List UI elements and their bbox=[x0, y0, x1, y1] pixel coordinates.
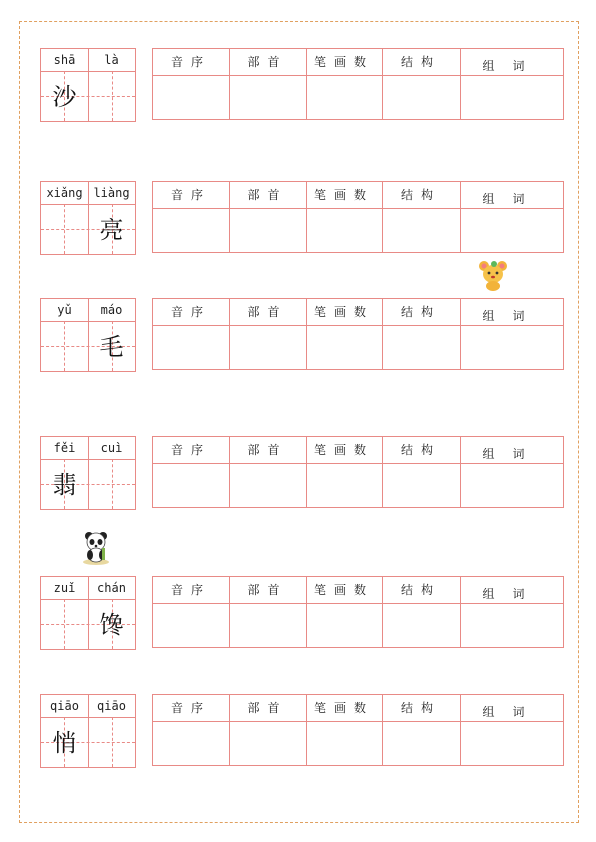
pinyin-label: liàng bbox=[93, 186, 130, 200]
answer-cell[interactable] bbox=[153, 326, 229, 369]
answer-cell[interactable] bbox=[306, 76, 382, 119]
answer-cell[interactable] bbox=[382, 604, 460, 647]
character-grid bbox=[40, 436, 136, 510]
table-header-0: 音序 bbox=[170, 55, 211, 69]
pinyin-label: zuǐ bbox=[53, 581, 76, 595]
table-header-4: 组词 bbox=[482, 447, 543, 461]
character-grid bbox=[40, 181, 136, 255]
hanzi-character: 翡 bbox=[52, 471, 77, 499]
hanzi-character: 毛 bbox=[99, 333, 124, 361]
character-row bbox=[40, 694, 564, 768]
answer-cell[interactable] bbox=[382, 722, 460, 765]
answer-cell[interactable] bbox=[306, 604, 382, 647]
answer-cell[interactable] bbox=[153, 76, 229, 119]
answer-cell[interactable] bbox=[229, 326, 306, 369]
bear-sticker-icon bbox=[476, 258, 510, 292]
table-header-1: 部首 bbox=[247, 583, 288, 597]
answer-cell[interactable] bbox=[382, 464, 460, 507]
table-header-3: 结构 bbox=[400, 55, 441, 69]
hanzi-character: 沙 bbox=[52, 83, 77, 111]
character-row bbox=[40, 576, 564, 650]
table-header-4: 组词 bbox=[482, 309, 543, 323]
character-row bbox=[40, 181, 564, 255]
character-grid bbox=[40, 298, 136, 372]
pinyin-label: là bbox=[104, 53, 119, 67]
table-header-0: 音序 bbox=[170, 305, 211, 319]
table-header-2: 笔画数 bbox=[313, 188, 374, 202]
table-header-0: 音序 bbox=[170, 443, 211, 457]
character-row bbox=[40, 298, 564, 372]
answer-cell[interactable] bbox=[460, 209, 565, 252]
hanzi-character: 亮 bbox=[99, 216, 124, 244]
table-header-2: 笔画数 bbox=[313, 701, 374, 715]
character-row bbox=[40, 48, 564, 122]
table-header-3: 结构 bbox=[400, 443, 441, 457]
table-header-1: 部首 bbox=[247, 443, 288, 457]
pinyin-label: qiāo bbox=[97, 699, 126, 713]
pinyin-label: yǔ bbox=[57, 303, 72, 317]
answer-cell[interactable] bbox=[306, 209, 382, 252]
answer-cell[interactable] bbox=[153, 604, 229, 647]
pinyin-label: máo bbox=[100, 303, 123, 317]
answer-cell[interactable] bbox=[306, 464, 382, 507]
table-header-0: 音序 bbox=[170, 188, 211, 202]
answer-cell[interactable] bbox=[306, 326, 382, 369]
character-info-table bbox=[152, 298, 564, 370]
answer-cell[interactable] bbox=[382, 326, 460, 369]
table-header-0: 音序 bbox=[170, 701, 211, 715]
answer-cell[interactable] bbox=[229, 76, 306, 119]
character-info-table bbox=[152, 48, 564, 120]
panda-sticker-icon bbox=[80, 530, 112, 566]
table-header-2: 笔画数 bbox=[313, 583, 374, 597]
answer-cell[interactable] bbox=[153, 722, 229, 765]
pinyin-label: xiǎng bbox=[46, 186, 83, 200]
hanzi-character: 悄 bbox=[52, 729, 77, 757]
answer-cell[interactable] bbox=[229, 464, 306, 507]
answer-cell[interactable] bbox=[306, 722, 382, 765]
table-header-1: 部首 bbox=[247, 701, 288, 715]
answer-cell[interactable] bbox=[460, 604, 565, 647]
table-header-2: 笔画数 bbox=[313, 443, 374, 457]
hanzi-character: 馋 bbox=[99, 611, 124, 639]
answer-cell[interactable] bbox=[229, 209, 306, 252]
table-header-1: 部首 bbox=[247, 188, 288, 202]
table-header-4: 组词 bbox=[482, 59, 543, 73]
answer-cell[interactable] bbox=[229, 722, 306, 765]
character-row bbox=[40, 436, 564, 510]
table-header-4: 组词 bbox=[482, 705, 543, 719]
answer-cell[interactable] bbox=[382, 209, 460, 252]
table-header-4: 组词 bbox=[482, 587, 543, 601]
table-header-3: 结构 bbox=[400, 583, 441, 597]
character-grid bbox=[40, 576, 136, 650]
character-info-table bbox=[152, 436, 564, 508]
table-header-3: 结构 bbox=[400, 701, 441, 715]
table-header-4: 组词 bbox=[482, 192, 543, 206]
answer-cell[interactable] bbox=[460, 326, 565, 369]
answer-cell[interactable] bbox=[382, 76, 460, 119]
answer-cell[interactable] bbox=[229, 604, 306, 647]
character-grid bbox=[40, 48, 136, 122]
answer-cell[interactable] bbox=[460, 464, 565, 507]
answer-cell[interactable] bbox=[460, 722, 565, 765]
answer-cell[interactable] bbox=[153, 209, 229, 252]
answer-cell[interactable] bbox=[460, 76, 565, 119]
table-header-1: 部首 bbox=[247, 55, 288, 69]
pinyin-label: chán bbox=[97, 581, 126, 595]
table-header-0: 音序 bbox=[170, 583, 211, 597]
character-grid bbox=[40, 694, 136, 768]
table-header-1: 部首 bbox=[247, 305, 288, 319]
answer-cell[interactable] bbox=[153, 464, 229, 507]
table-header-3: 结构 bbox=[400, 188, 441, 202]
pinyin-label: cuì bbox=[100, 441, 123, 455]
pinyin-label: shā bbox=[53, 53, 76, 67]
table-header-3: 结构 bbox=[400, 305, 441, 319]
pinyin-label: fěi bbox=[53, 441, 76, 455]
character-info-table bbox=[152, 694, 564, 766]
table-header-2: 笔画数 bbox=[313, 305, 374, 319]
character-info-table bbox=[152, 181, 564, 253]
character-info-table bbox=[152, 576, 564, 648]
pinyin-label: qiāo bbox=[50, 699, 79, 713]
table-header-2: 笔画数 bbox=[313, 55, 374, 69]
